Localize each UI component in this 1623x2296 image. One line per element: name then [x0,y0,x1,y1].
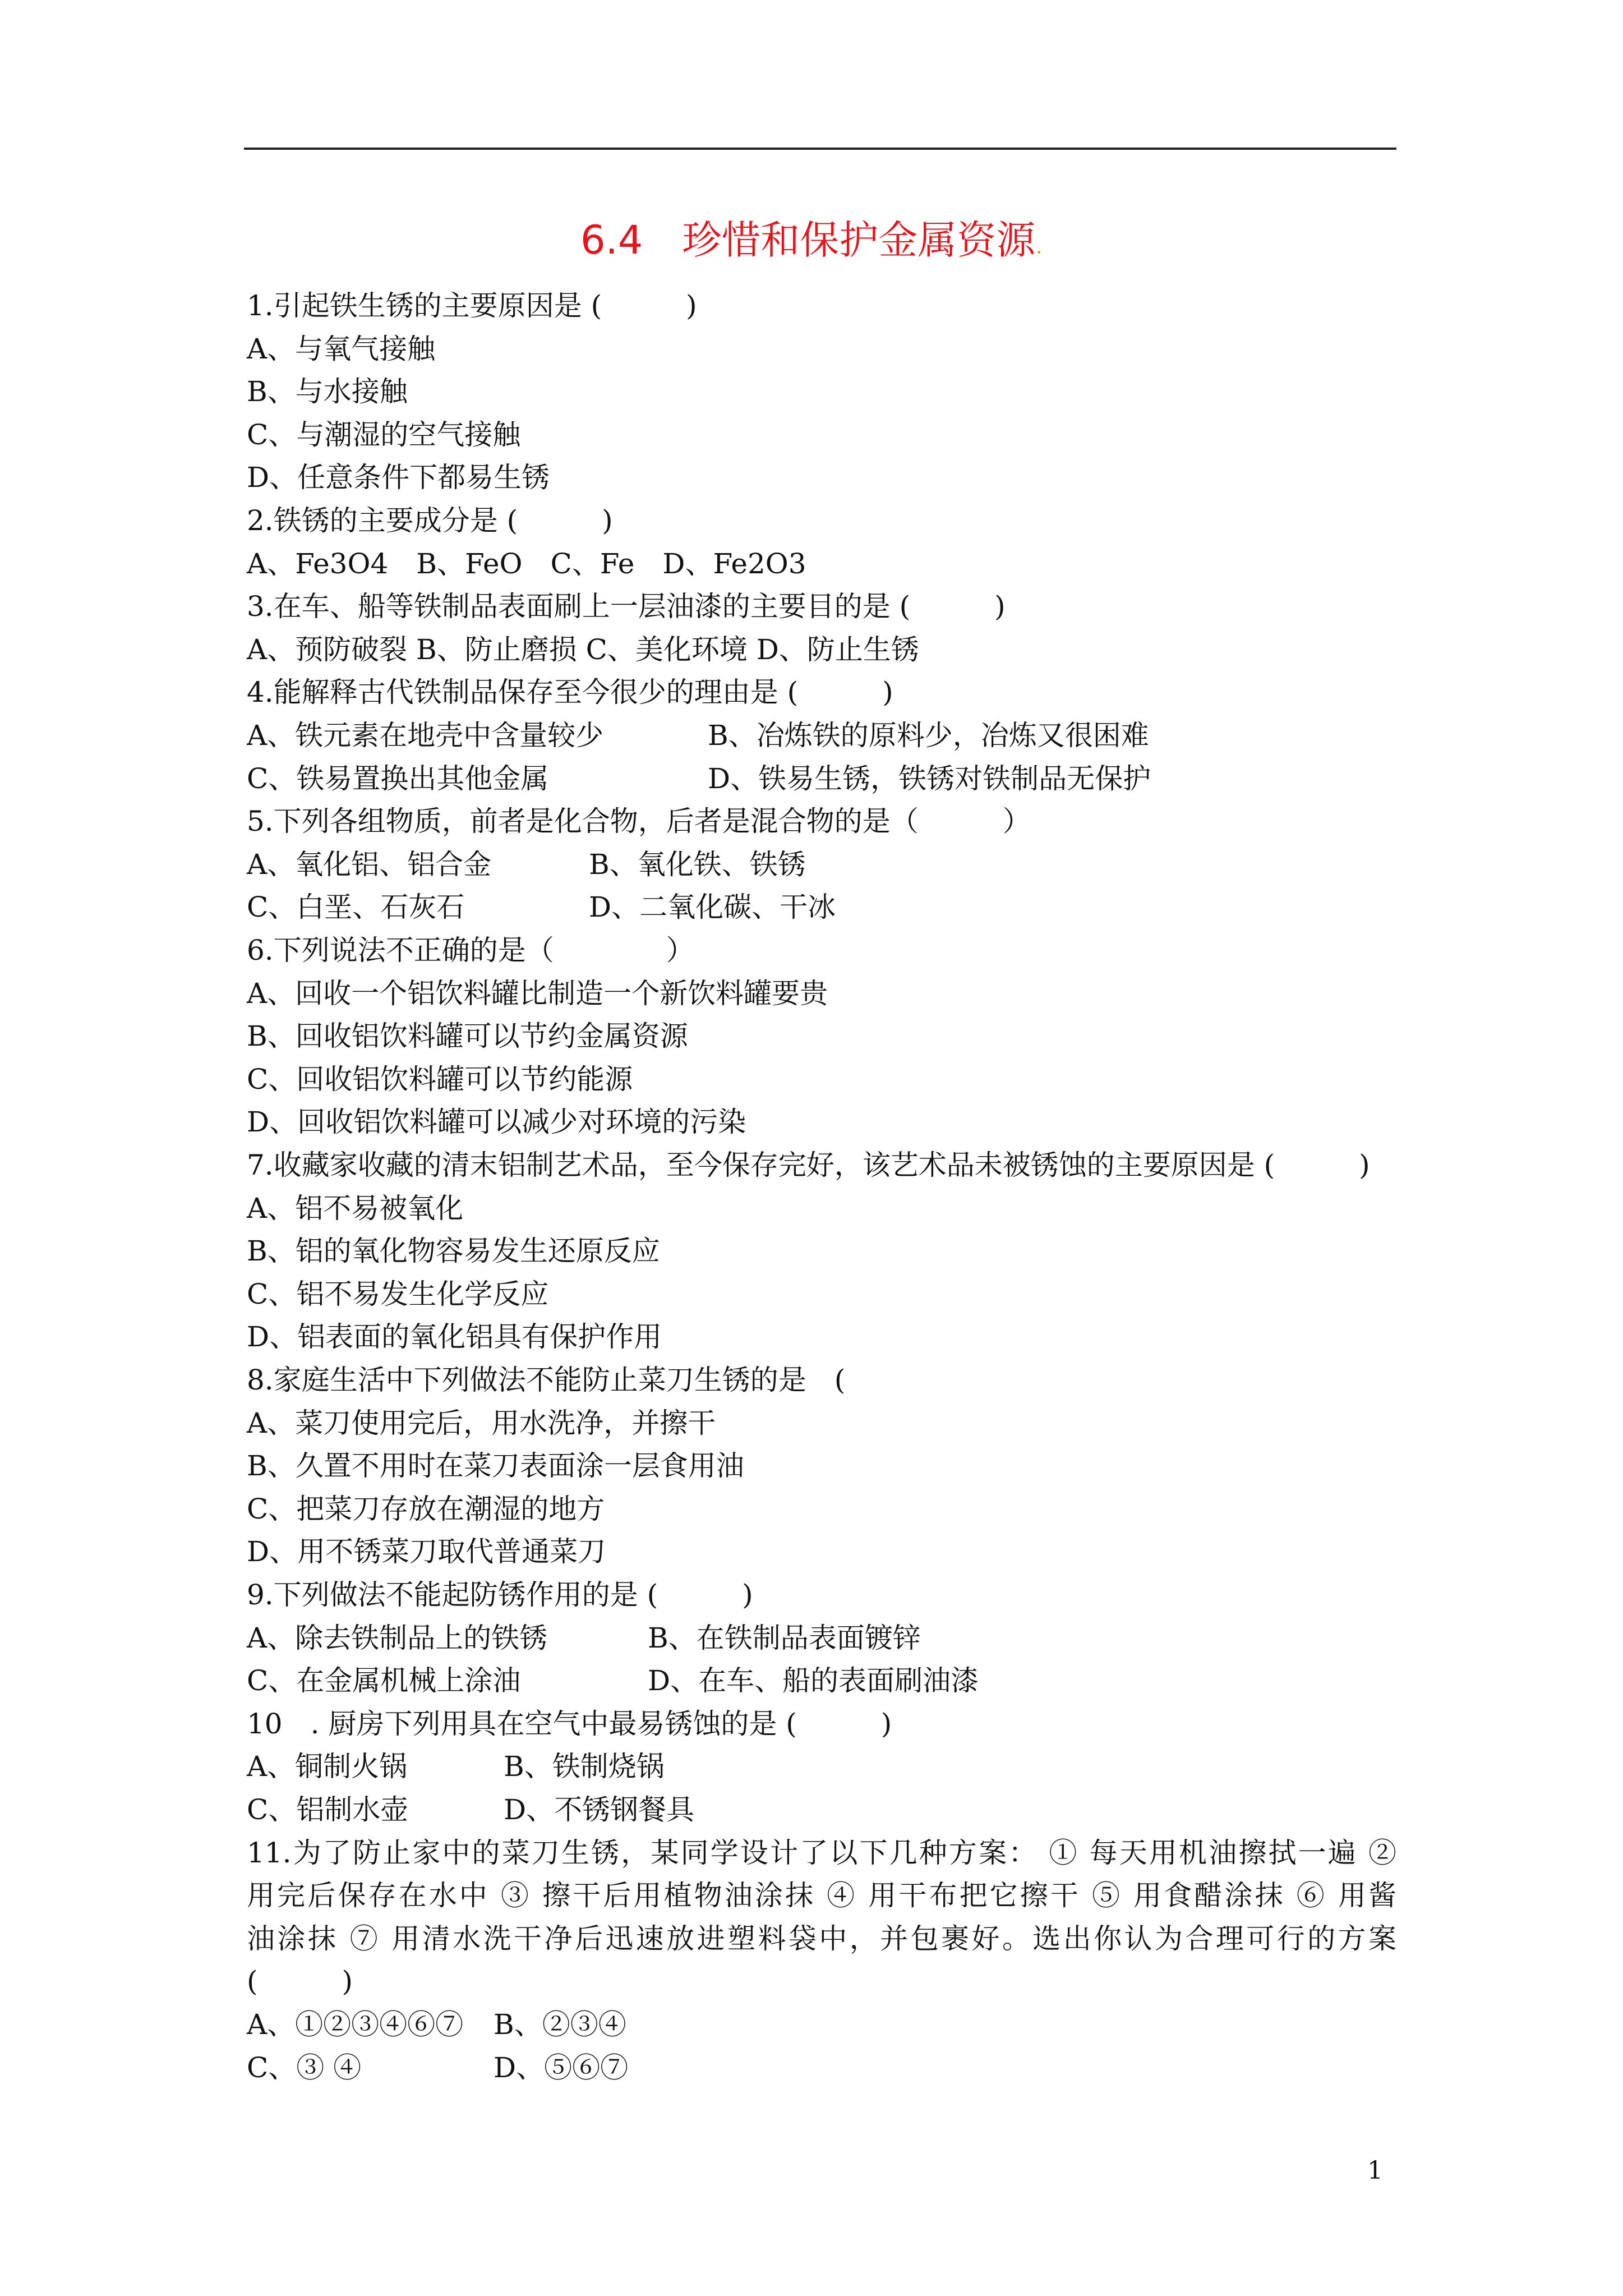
answer-option: C、铝不易发生化学反应 [247,1277,549,1310]
question-stem: 5.下列各组物质，前者是化合物，后者是混合物的是（ ） [247,805,1031,838]
question-stem: 9.下列做法不能起防锈作用的是 ( ) [247,1579,753,1611]
answer-option: A、氧化铝、铝合金 [247,848,492,881]
answer-option: A、①②③④⑥⑦ [247,2008,464,2041]
question-stem: 1.引起铁生锈的主要原因是 ( ) [247,289,697,322]
answer-option: C、在金属机械上涂油 [247,1664,521,1697]
answer-option: A、与氧气接触 [247,332,436,365]
answer-option: A、铁元素在地壳中含量较少 [247,719,604,752]
answer-option: C、与潮湿的空气接触 [247,418,521,451]
answer-option: B、②③④ [494,2008,626,2041]
question-stem: 4.能解释古代铁制品保存至今很少的理由是 ( ) [247,676,893,709]
page-title: 6.4 珍惜和保护金属资源. [580,217,1043,263]
answer-option: B、在铁制品表面镀锌 [648,1621,921,1654]
question-stem: 7.收藏家收藏的清末铝制艺术品，至今保存完好，该艺术品未被锈蚀的主要原因是 ( ) [247,1149,1370,1181]
answer-option: D、铝表面的氧化铝具有保护作用 [247,1320,662,1354]
question-stem-line: 用完后保存在水中 ③ 擦干后用植物油涂抹 ④ 用干布把它擦干 ⑤ 用食醋涂抹 ⑥ 用酱 [247,1879,1396,1912]
answer-option: C、铁易置换出其他金属 [247,762,549,795]
question-stem: 10 . 厨房下列用具在空气中最易锈蚀的是 ( ) [247,1707,892,1740]
answer-option: A、回收一个铝饮料罐比制造一个新饮料罐要贵 [247,977,828,1010]
answer-option: C、铝制水壶 [247,1793,409,1826]
answer-option: C、白垩、石灰石 [247,891,465,924]
answer-option: D、⑤⑥⑦ [494,2051,629,2084]
question-stem-line: 油涂抹 ⑦ 用清水洗干净后迅速放进塑料袋中，并包裹好。选出你认为合理可行的方案 [247,1922,1396,1955]
answer-option: B、回收铝饮料罐可以节约金属资源 [247,1020,688,1053]
answer-option: A、Fe3O4 B、FeO C、Fe D、Fe2O3 [247,547,806,580]
answer-option: A、除去铁制品上的铁锈 [247,1621,548,1654]
question-stem-line: ( ) [247,1965,353,1998]
answer-option: C、把菜刀存放在潮湿的地方 [247,1492,605,1525]
answer-option: C、回收铝饮料罐可以节约能源 [247,1062,633,1096]
answer-option: A、预防破裂 B、防止磨损 C、美化环境 D、防止生锈 [247,633,919,666]
answer-option: D、铁易生锈，铁锈对铁制品无保护 [708,762,1151,795]
question-stem-line: 11.为了防止家中的菜刀生锈，某同学设计了以下几种方案： ① 每天用机油擦拭一遍 ② [247,1836,1396,1869]
answer-option: D、回收铝饮料罐可以减少对环境的污染 [247,1106,746,1139]
answer-option: D、在车、船的表面刷油漆 [648,1664,979,1697]
answer-option: D、不锈钢餐具 [504,1793,695,1826]
answer-option: B、久置不用时在菜刀表面涂一层食用油 [247,1450,744,1483]
answer-option: B、冶炼铁的原料少，冶炼又很困难 [708,719,1149,752]
answer-option: D、用不锈菜刀取代普通菜刀 [247,1535,606,1568]
answer-option: B、铁制烧锅 [504,1750,665,1783]
answer-option: C、③ ④ [247,2051,362,2084]
answer-option: D、任意条件下都易生锈 [247,461,550,494]
answer-option: B、氧化铁、铁锈 [589,848,806,881]
title-mark: . [1035,233,1043,259]
answer-option: B、铝的氧化物容易发生还原反应 [247,1235,660,1268]
question-stem: 2.铁锈的主要成分是 ( ) [247,504,613,537]
question-stem: 6.下列说法不正确的是（ ） [247,934,694,967]
question-stem: 3.在车、船等铁制品表面刷上一层油漆的主要目的是 ( ) [247,590,1006,623]
question-stem: 8.家庭生活中下列做法不能防止菜刀生锈的是 ( [247,1364,846,1396]
answer-option: A、菜刀使用完后，用水洗净，并擦干 [247,1406,716,1439]
answer-option: A、铜制火锅 [247,1750,408,1783]
answer-option: A、铝不易被氧化 [247,1191,464,1225]
answer-option: D、二氧化碳、干冰 [589,891,836,924]
answer-option: B、与水接触 [247,375,408,408]
page-number: 1 [1367,2156,1383,2185]
header-rule [244,148,1396,150]
